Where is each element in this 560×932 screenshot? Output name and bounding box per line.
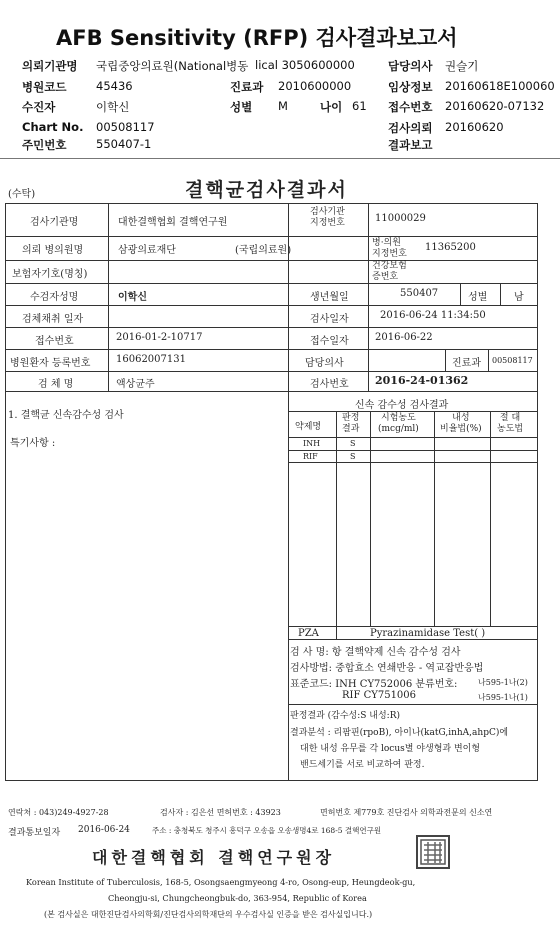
- label-patient-reg: 병원환자 등록번호: [10, 358, 91, 369]
- label-hospital-code: 병원코드: [22, 80, 67, 94]
- standard-code-rif: RIF CY751006: [342, 690, 417, 701]
- label-test-no: 검사번호: [310, 379, 349, 390]
- label-sex: 성별: [230, 100, 253, 114]
- value-resident-no: 550407-1: [96, 137, 152, 151]
- pza-value: Pyrazinamidase Test( ): [370, 628, 486, 639]
- label-clinical-info: 임상정보: [388, 80, 433, 94]
- label-requesting-hospital: 의뢰 병의원명: [22, 245, 84, 256]
- label-form-receipt-no: 접수번호: [35, 336, 74, 347]
- drug-name: INH: [303, 439, 321, 448]
- rapid-result-title: 신속 감수성 검사결과: [355, 400, 449, 411]
- consignment-tag: (수탁): [8, 189, 36, 200]
- label-resident-no: 주민번호: [22, 138, 67, 152]
- label-chart-no: Chart No.: [22, 120, 84, 134]
- footer-examiner: 검사자 : 김은선 면허번호 : 43923: [160, 808, 281, 817]
- value-test-no: 2016-24-01362: [375, 374, 469, 387]
- value-patient-reg: 16062007131: [116, 354, 186, 365]
- report-title: AFB Sensitivity (RFP) 검사결과보고서: [56, 26, 458, 50]
- method-name: 검 사 명: 항 결핵약제 신속 감수성 검사: [290, 647, 461, 658]
- col-absolute: 절 대 농도법: [497, 413, 524, 434]
- classification-code-2: 나595-1나(1): [478, 693, 528, 702]
- label-birth: 생년월일: [310, 292, 349, 303]
- col-drug: 약제명: [295, 422, 322, 432]
- label-result-report: 결과보고: [388, 138, 433, 152]
- label-examinee: 수검자성명: [30, 292, 79, 303]
- footer-license: 면허번호 제779호 진단검사 의학과전문의 신소연: [320, 808, 493, 817]
- method-description: 검사방법: 중합효소 연쇄반응 - 역교잡반응법: [290, 663, 484, 674]
- judgment-legend: 판정결과 (감수성:S 내성:R): [290, 711, 400, 721]
- value-clinical-info: 20160618E100060: [445, 79, 555, 93]
- value-lab: 대한결핵협회 결핵연구원: [118, 217, 228, 228]
- label-doctor: 담당의사: [305, 358, 344, 369]
- analysis-line-2: 대한 내성 유무를 각 locus별 야생형과 변이형: [300, 744, 481, 754]
- analysis-line-3: 밴드세기를 서로 비교하여 판정.: [300, 760, 425, 770]
- col-concentration: 시험농도 (mcg/ml): [378, 413, 419, 434]
- value-specimen: 액상균주: [116, 379, 155, 390]
- label-requesting-institution: 의뢰기관명: [22, 59, 78, 73]
- test-item-line: 1. 결핵균 신속감수성 검사: [8, 410, 124, 421]
- value-form-receipt-no: 2016-01-2-10717: [116, 332, 203, 343]
- value-chart-no: 00508117: [96, 120, 155, 134]
- form-frame: [5, 203, 538, 781]
- label-hospital-code: 병·의원 지정번호: [372, 238, 407, 259]
- label-receipt-date: 접수일자: [310, 336, 349, 347]
- classification-code-1: 나595-1나(2): [478, 678, 528, 687]
- footer-report-date-label: 결과통보일자: [8, 828, 61, 838]
- value-department: 2010600000: [278, 79, 352, 93]
- footer-address: 주소 : 충청북도 청주시 흥덕구 오송읍 오송생명4로 168-5 결핵연구원: [152, 826, 382, 835]
- footer-report-date: 2016-06-24: [78, 825, 130, 835]
- label-test-request: 검사의뢰: [388, 121, 433, 135]
- value-test-request: 20160620: [445, 120, 504, 134]
- label-receipt-no: 접수번호: [388, 100, 433, 114]
- value-hospital-code: 45436: [96, 79, 133, 93]
- label-specimen: 검 체 명: [38, 379, 74, 390]
- col-proportion: 내성 비율법(%): [440, 413, 482, 434]
- value-receipt-date: 2016-06-22: [375, 332, 433, 343]
- label-collection-date: 검체채취 일자: [22, 314, 84, 325]
- label-department: 진료과: [230, 80, 264, 94]
- standard-code-line: 표준코드: INH CY752006 분류번호:: [290, 679, 458, 690]
- value-test-date: 2016-06-24 11:34:50: [380, 310, 486, 321]
- value-requesting-hospital-sub: (국립의료원): [235, 245, 292, 256]
- value-ward: lical 3050600000: [255, 58, 355, 72]
- value-patient: 이학신: [96, 100, 130, 114]
- value-birth: 550407: [400, 288, 439, 299]
- value-sex: M: [278, 99, 288, 113]
- value-physician: 권슬기: [445, 59, 479, 73]
- special-notes-label: 특기사항 :: [10, 438, 56, 449]
- value-requesting-hospital: 삼광의료재단: [118, 245, 176, 256]
- col-judgment: 판정 결과: [342, 413, 360, 434]
- footer-organization: 대한결핵협회 결핵연구원장: [92, 848, 336, 867]
- pza-label: PZA: [298, 628, 319, 639]
- label-form-dept: 진료과: [452, 358, 481, 369]
- drug-result: S: [350, 452, 356, 461]
- label-age: 나이: [320, 100, 343, 114]
- footer-contact: 연락처 : 043)249-4927-28: [8, 808, 109, 817]
- value-form-sex: 남: [514, 292, 524, 303]
- label-patient: 수진자: [22, 100, 56, 114]
- label-physician: 담당의사: [388, 59, 433, 73]
- label-form-sex: 성별: [468, 292, 488, 303]
- drug-result: S: [350, 439, 356, 448]
- value-form-dept: 00508117: [492, 356, 533, 365]
- footer-certification-note: (본 검사실은 대한진단검사의학회/진단검사의학재단의 우수검사실 인증을 받은 검사실입니다.): [44, 910, 373, 919]
- label-insurance-no: 건강보험 증번호: [372, 261, 407, 282]
- official-seal: [416, 835, 450, 869]
- footer-address-english-2: Cheongju-si, Chungcheongbuk-do, 363-954, Republic of Korea: [108, 893, 367, 903]
- value-receipt-no: 20160620-07132: [445, 99, 545, 113]
- value-examinee: 이학신: [118, 292, 147, 303]
- scanned-result-form: [0, 158, 560, 932]
- footer-address-english-1: Korean Institute of Tuberculosis, 168-5, Osongsaengmyeong 4-ro, Osong-eup, Heungdeok-gu,: [26, 877, 416, 887]
- value-lab-code: 11000029: [375, 213, 426, 224]
- drug-name: RIF: [303, 452, 318, 461]
- form-title: 결핵균검사결과서: [185, 179, 348, 201]
- label-insurer: 보험자기호(명칭): [12, 269, 88, 280]
- label-lab: 검사기관명: [30, 217, 79, 228]
- label-lab-code: 검사기관 지정번호: [310, 207, 345, 228]
- value-age: 61: [352, 99, 367, 113]
- value-hospital-code: 11365200: [425, 242, 476, 253]
- analysis-line-1: 결과분석 : 리팜핀(rpoB), 아이나(katG,inhA,ahpC)에: [290, 728, 509, 738]
- value-requesting-institution: 국립중앙의료원(National병동: [96, 59, 249, 73]
- label-test-date: 검사일자: [310, 314, 349, 325]
